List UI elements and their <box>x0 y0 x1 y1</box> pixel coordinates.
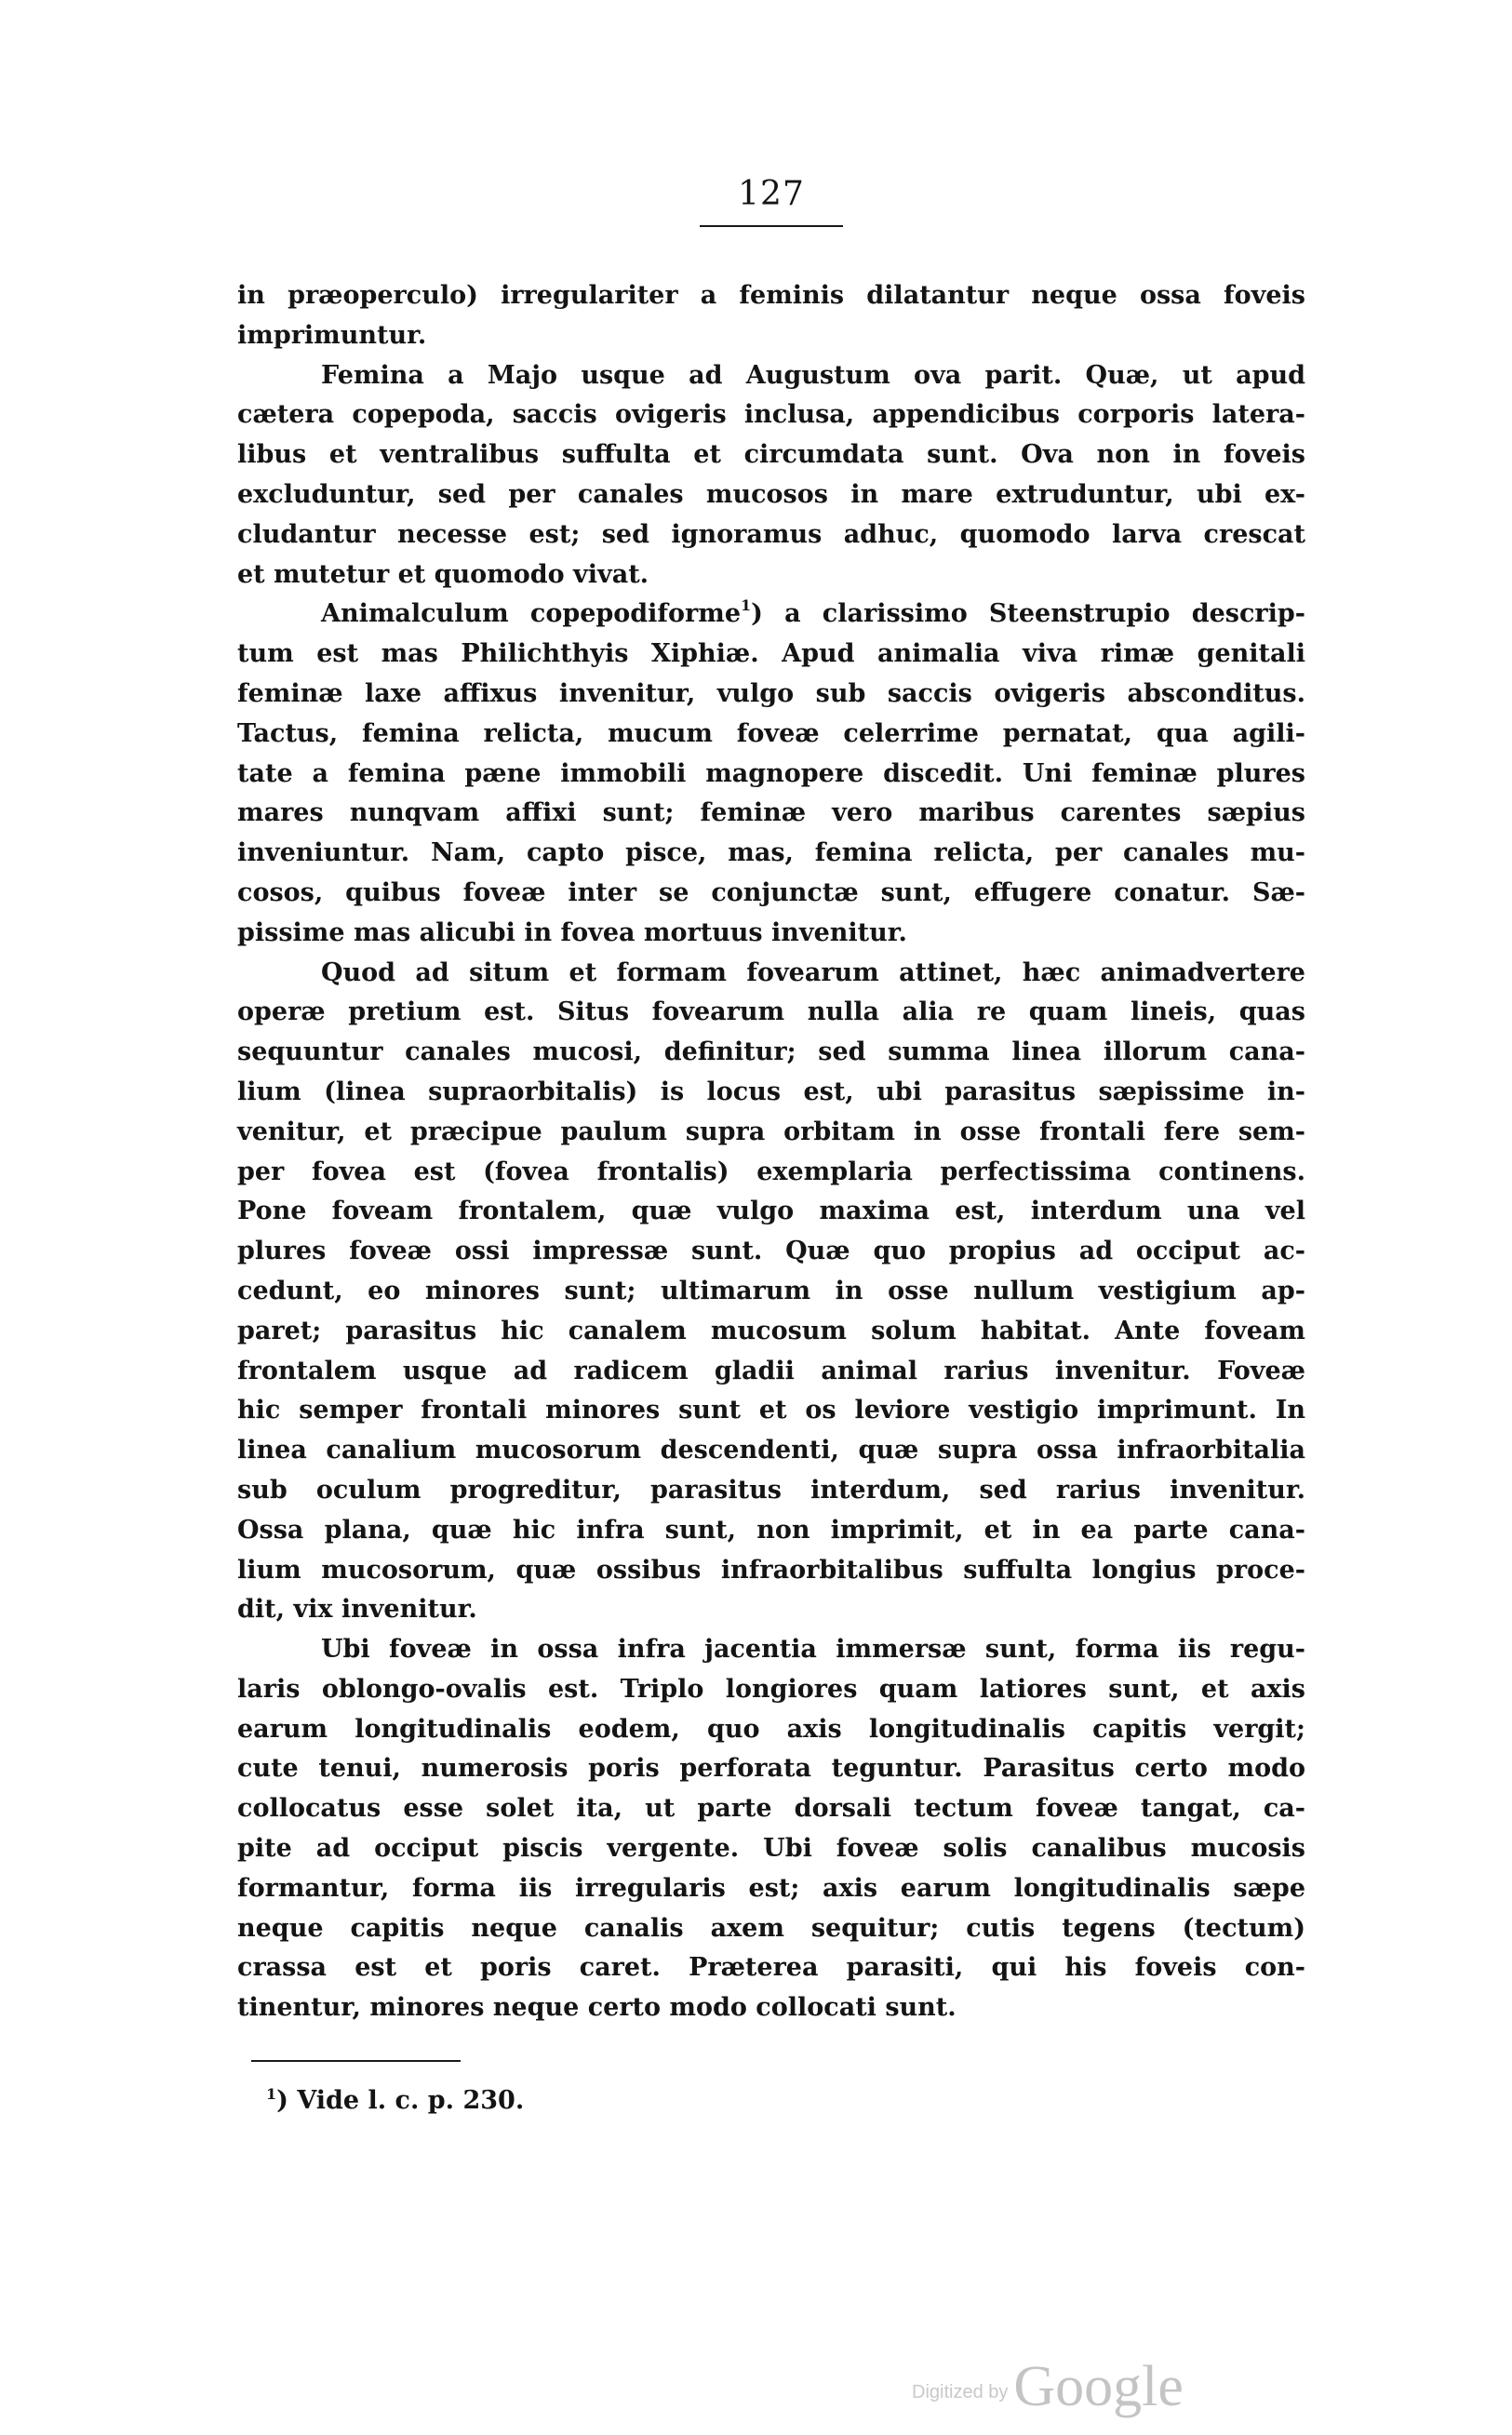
text-line: mares nunqvam affixi sunt; feminæ vero maribus carentes sæpius <box>237 798 1305 828</box>
text-line: sequuntur canales mucosi, definitur; sed summa linea illorum cana- <box>237 1037 1305 1067</box>
paragraph <box>237 1630 1305 2028</box>
text-line: cludantur necesse est; sed ignoramus adhuc, quomodo larva crescat <box>237 519 1305 549</box>
digitized-by-google-watermark <box>912 2354 1184 2420</box>
text-line: in præoperculo) irregulariter a feminis dilatantur neque ossa foveis <box>237 281 1305 310</box>
text-line: feminæ laxe affixus invenitur, vulgo sub saccis ovigeris absconditus. <box>237 678 1305 708</box>
text-line: laris oblongo-ovalis est. Triplo longiores quam latiores sunt, et axis <box>237 1674 1305 1704</box>
text-line: tinentur, minores neque certo modo collocati sunt. <box>237 1993 957 2023</box>
text-line: pissime mas alicubi in fovea mortuus invenitur. <box>237 917 907 947</box>
text-line-end: ) a clarissimo Steenstrupio descrip- <box>751 599 1305 629</box>
text-line: inveniuntur. Nam, capto pisce, mas, femina relicta, per canales mu- <box>237 838 1305 868</box>
page-number: 127 <box>738 175 805 213</box>
text-line: pite ad occiput piscis vergente. Ubi foveæ solis canalibus mucosis <box>237 1834 1305 1864</box>
text-line: Pone foveam frontalem, quæ vulgo maxima est, interdum una vel <box>237 1197 1305 1226</box>
paragraph <box>237 356 1305 595</box>
watermark-small-text: Digitized by <box>912 2382 1009 2402</box>
text-line: dit, vix invenitur. <box>237 1595 477 1625</box>
footnote-text: ) Vide l. c. p. 230. <box>276 2086 525 2115</box>
text-line: neque capitis neque canalis axem sequitur; cutis tegens (tectum) <box>237 1913 1305 1943</box>
paragraph <box>237 954 1305 1631</box>
text-line: Quod ad situm et formam fovearum attinet, hæc animadvertere <box>321 957 1305 987</box>
body-text <box>237 276 1305 2028</box>
text-line: cute tenui, numerosis poris perforata teguntur. Parasitus certo modo <box>237 1754 1305 1784</box>
text-line: lium mucosorum, quæ ossibus infraorbitalibus suffulta longius proce- <box>237 1555 1305 1585</box>
paragraph <box>237 276 1305 356</box>
text-line <box>237 595 1305 635</box>
text-line: collocatus esse solet ita, ut parte dorsali tectum foveæ tangat, ca- <box>237 1794 1305 1824</box>
text-line: earum longitudinalis eodem, quo axis longitudinalis capitis vergit; <box>237 1714 1305 1744</box>
text-line: sub oculum progreditur, parasitus interdum, sed rarius invenitur. <box>237 1475 1305 1505</box>
footnote-reference: 1 <box>741 596 752 615</box>
text-line: hic semper frontali minores sunt et os leviore vestigio imprimunt. In <box>237 1396 1305 1425</box>
text-line: per fovea est (fovea frontalis) exemplaria perfectissima continens. <box>237 1157 1305 1186</box>
text-line: crassa est et poris caret. Præterea parasiti, qui his foveis con- <box>237 1953 1305 1983</box>
google-logo: Google <box>1013 2355 1184 2418</box>
text-line: Ubi foveæ in ossa infra jacentia immersæ sunt, forma iis regu- <box>321 1635 1305 1665</box>
text-line: tum est mas Philichthyis Xiphiæ. Apud animalia viva rimæ genitali <box>237 639 1305 669</box>
text-line: tate a femina pæne immobili magnopere discedit. Uni feminæ plures <box>237 758 1305 788</box>
text-line: plures foveæ ossi impressæ sunt. Quæ quo propius ad occiput ac- <box>237 1237 1305 1266</box>
text-line: excluduntur, sed per canales mucosos in mare extruduntur, ubi ex- <box>237 479 1305 509</box>
text-line: Femina a Majo usque ad Augustum ova parit. Quæ, ut apud <box>321 360 1305 390</box>
footnote-rule <box>251 2060 461 2062</box>
text-line: formantur, forma iis irregularis est; axis earum longitudinalis sæpe <box>237 1873 1305 1903</box>
text-line: imprimuntur. <box>237 320 427 350</box>
text-line: frontalem usque ad radicem gladii animal rarius invenitur. Foveæ <box>237 1356 1305 1385</box>
text-line-start: Animalculum copepodiforme <box>321 599 741 629</box>
text-line: cosos, quibus foveæ inter se conjunctæ sunt, effugere conatur. Sæ- <box>237 877 1305 907</box>
text-line: cætera copepoda, saccis ovigeris inclusa, appendicibus corporis latera- <box>237 400 1305 430</box>
page-number-rule <box>700 225 843 227</box>
text-line: linea canalium mucosorum descendenti, quæ supra ossa infraorbitalia <box>237 1436 1305 1465</box>
text-line: Ossa plana, quæ hic infra sunt, non imprimit, et in ea parte cana- <box>237 1515 1305 1545</box>
text-line: paret; parasitus hic canalem mucosum solum habitat. Ante foveam <box>237 1316 1305 1345</box>
text-line: et mutetur et quomodo vivat. <box>237 559 649 589</box>
footnote <box>266 2086 524 2115</box>
footnote-marker: 1 <box>266 2085 277 2103</box>
text-line: Tactus, femina relicta, mucum foveæ celerrime pernatat, qua agili- <box>237 718 1305 748</box>
text-line: cedunt, eo minores sunt; ultimarum in osse nullum vestigium ap- <box>237 1276 1305 1305</box>
text-line: libus et ventralibus suffulta et circumdata sunt. Ova non in foveis <box>237 440 1305 470</box>
text-line: venitur, et præcipue paulum supra orbitam in osse frontali fere sem- <box>237 1117 1305 1146</box>
paragraph <box>237 595 1305 953</box>
text-line: operæ pretium est. Situs fovearum nulla alia re quam lineis, quas <box>237 997 1305 1027</box>
text-line: lium (linea supraorbitalis) is locus est, ubi parasitus sæpissime in- <box>237 1077 1305 1106</box>
